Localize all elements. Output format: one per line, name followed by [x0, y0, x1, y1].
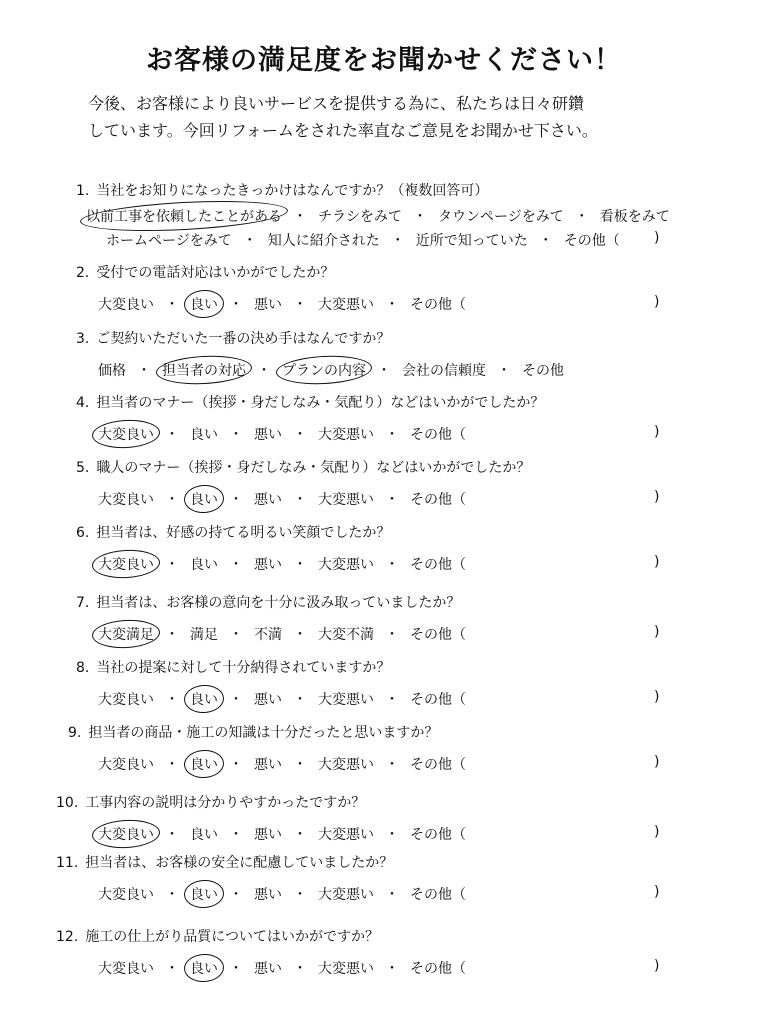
option-row [96, 424, 468, 444]
option[interactable]: その他（ [563, 233, 620, 249]
separator: ・ [293, 297, 307, 313]
separator: ・ [385, 492, 399, 508]
close-paren: ) [654, 824, 660, 840]
option[interactable]: 大変悪い [318, 427, 374, 443]
option[interactable]: 大変良い [98, 692, 154, 708]
option[interactable]: その他（ [410, 887, 466, 903]
separator: ・ [293, 209, 307, 225]
option-selected[interactable]: 大変満足 [96, 624, 156, 644]
separator: ・ [165, 961, 179, 977]
separator: ・ [165, 692, 179, 708]
separator: ・ [229, 827, 243, 843]
option-row [96, 294, 468, 314]
option-selected[interactable]: 大変良い [96, 424, 156, 444]
separator: ・ [229, 692, 243, 708]
option[interactable]: 良い [190, 557, 218, 573]
close-paren: ) [654, 294, 660, 310]
question-text: 6. 担当者は、好感の持てる明るい笑顔でしたか？ [76, 525, 391, 541]
option[interactable]: その他 [522, 363, 564, 379]
separator: ・ [385, 557, 399, 573]
option-row [96, 554, 468, 574]
option[interactable]: 知人に紹介された [267, 233, 380, 249]
option[interactable]: 悪い [254, 887, 282, 903]
separator: ・ [293, 557, 307, 573]
option[interactable]: その他（ [410, 427, 466, 443]
option[interactable]: 悪い [254, 297, 282, 313]
option-row [104, 230, 622, 250]
separator: ・ [229, 492, 243, 508]
separator: ・ [390, 233, 405, 249]
separator: ・ [229, 887, 243, 903]
question-text: 12. 施工の仕上がり品質についてはいかがですか？ [56, 929, 379, 945]
option[interactable]: 悪い [254, 427, 282, 443]
option-selected[interactable]: 大変良い [96, 554, 156, 574]
question-text: 11. 担当者は、お客様の安全に配慮していましたか？ [56, 855, 394, 871]
separator: ・ [385, 827, 399, 843]
option[interactable]: 大変悪い [318, 492, 374, 508]
option-row [96, 754, 468, 774]
option[interactable]: その他（ [410, 757, 466, 773]
question-text: 4. 担当者のマナー（挨拶・身だしなみ・気配り）などはいかがでしたか？ [76, 395, 545, 411]
separator: ・ [385, 297, 399, 313]
option[interactable]: 大変悪い [318, 887, 374, 903]
option[interactable]: その他（ [410, 627, 466, 643]
separator: ・ [229, 297, 243, 313]
option-row [96, 958, 468, 978]
close-paren: ) [654, 958, 660, 974]
separator: ・ [574, 209, 589, 225]
option[interactable]: その他（ [410, 492, 466, 508]
option[interactable]: 悪い [254, 827, 282, 843]
option[interactable]: その他（ [410, 692, 466, 708]
option[interactable]: 大変悪い [318, 692, 374, 708]
option-selected[interactable]: 良い [188, 884, 220, 904]
close-paren: ) [654, 424, 660, 440]
option[interactable]: 近所で知っていた [415, 233, 528, 249]
separator: ・ [165, 557, 179, 573]
option-selected[interactable]: 良い [188, 958, 220, 978]
option[interactable]: チラシをみて [318, 209, 402, 225]
separator: ・ [229, 757, 243, 773]
option-selected[interactable]: 良い [188, 754, 220, 774]
separator: ・ [165, 827, 179, 843]
option[interactable]: 悪い [254, 757, 282, 773]
separator: ・ [293, 827, 307, 843]
option-selected[interactable]: 以前工事を依頼したことがある [84, 206, 284, 226]
question-text: 8. 当社の提案に対して十分納得されていますか？ [76, 660, 391, 676]
question-text: 7. 担当者は、お客様の意向を十分に汲み取っていましたか？ [76, 595, 461, 611]
option[interactable]: 大変悪い [318, 827, 374, 843]
option-row [96, 624, 468, 644]
option-row [96, 884, 468, 904]
question-text: 3. ご契約いただいた一番の決め手はなんですか？ [76, 331, 391, 347]
separator: ・ [497, 363, 511, 379]
option[interactable]: 大変不満 [318, 627, 374, 643]
question-text: 9. 担当者の商品・施工の知識は十分だったと思いますか？ [68, 725, 439, 741]
separator: ・ [413, 209, 427, 225]
option[interactable]: 不満 [254, 627, 282, 643]
option[interactable]: その他（ [410, 827, 466, 843]
separator: ・ [538, 233, 553, 249]
separator: ・ [385, 692, 399, 708]
option-row [96, 360, 566, 380]
separator: ・ [377, 363, 391, 379]
option[interactable]: 良い [190, 427, 218, 443]
question-text: 10. 工事内容の説明は分かりやすかったですか？ [56, 795, 366, 811]
separator: ・ [137, 363, 151, 379]
close-paren: ) [654, 230, 660, 246]
separator: ・ [229, 427, 243, 443]
option-selected[interactable]: 良い [188, 294, 220, 314]
option[interactable]: ホームページをみて [106, 233, 232, 249]
separator: ・ [385, 427, 399, 443]
option[interactable]: 悪い [254, 557, 282, 573]
separator: ・ [165, 492, 179, 508]
separator: ・ [293, 757, 307, 773]
option-row [84, 206, 672, 226]
separator: ・ [165, 297, 179, 313]
option-selected[interactable]: 担当者の対応 [160, 360, 248, 380]
separator: ・ [165, 427, 179, 443]
option[interactable]: 大変良い [98, 757, 154, 773]
option[interactable]: 会社の信頼度 [402, 363, 486, 379]
option[interactable]: 大変悪い [318, 757, 374, 773]
question-text: 1. 当社をお知りになったきっかけはなんですか？（複数回答可） [76, 183, 489, 199]
option-row [96, 824, 468, 844]
option-selected[interactable]: プランの内容 [280, 360, 368, 380]
separator: ・ [293, 492, 307, 508]
page-title: お客様の満足度をお聞かせください！ [146, 45, 622, 76]
close-paren: ) [654, 554, 660, 570]
close-paren: ) [654, 689, 660, 705]
separator: ・ [165, 627, 179, 643]
option[interactable]: 悪い [254, 692, 282, 708]
option[interactable]: 大変悪い [318, 557, 374, 573]
intro-line: 今後、お客様により良いサービスを提供する為に、私たちは日々研鑽 [88, 94, 585, 113]
separator: ・ [242, 233, 257, 249]
option[interactable]: 大変悪い [318, 297, 374, 313]
separator: ・ [293, 887, 307, 903]
option[interactable]: 大変良い [98, 961, 154, 977]
option[interactable]: 大変悪い [318, 961, 374, 977]
close-paren: ) [654, 884, 660, 900]
option[interactable]: 大変良い [98, 492, 154, 508]
option[interactable]: 価格 [98, 363, 126, 379]
close-paren: ) [654, 754, 660, 770]
option[interactable]: タウンページをみて [438, 209, 564, 225]
separator: ・ [229, 557, 243, 573]
option[interactable]: 大変良い [98, 297, 154, 313]
question-text: 2. 受付での電話対応はいかがでしたか？ [76, 265, 335, 281]
separator: ・ [385, 887, 399, 903]
separator: ・ [293, 692, 307, 708]
option-selected[interactable]: 大変良い [96, 824, 156, 844]
intro-line: しています。今回リフォームをされた率直なご意見をお聞かせ下さい。 [88, 121, 598, 140]
option[interactable]: その他（ [410, 961, 466, 977]
option[interactable]: その他（ [410, 557, 466, 573]
separator: ・ [293, 427, 307, 443]
option-selected[interactable]: 良い [188, 689, 220, 709]
option[interactable]: 悪い [254, 961, 282, 977]
option[interactable]: 悪い [254, 492, 282, 508]
separator: ・ [229, 961, 243, 977]
separator: ・ [385, 757, 399, 773]
separator: ・ [293, 961, 307, 977]
separator: ・ [385, 961, 399, 977]
option-selected[interactable]: 良い [188, 489, 220, 509]
separator: ・ [165, 757, 179, 773]
option-row [96, 489, 468, 509]
question-text: 5. 職人のマナー（挨拶・身だしなみ・気配り）などはいかがでしたか？ [76, 460, 531, 476]
option[interactable]: 大変良い [98, 887, 154, 903]
separator: ・ [257, 363, 271, 379]
option[interactable]: 良い [190, 827, 218, 843]
option[interactable]: 看板をみて [599, 209, 670, 225]
option-row [96, 689, 468, 709]
option[interactable]: 満足 [190, 627, 218, 643]
separator: ・ [165, 887, 179, 903]
separator: ・ [385, 627, 399, 643]
close-paren: ) [654, 624, 660, 640]
option[interactable]: その他（ [410, 297, 466, 313]
close-paren: ) [654, 489, 660, 505]
separator: ・ [293, 627, 307, 643]
separator: ・ [229, 627, 243, 643]
intro-text [88, 90, 728, 144]
